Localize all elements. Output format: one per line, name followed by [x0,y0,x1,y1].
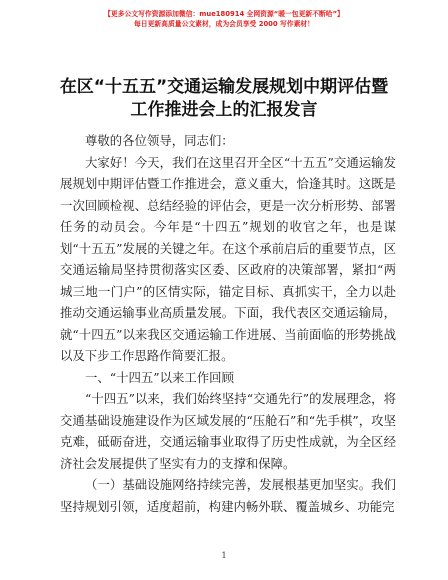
salutation: 尊敬的各位领导，同志们： [85,133,234,148]
document-title-line-1: 在区“十五五”交通运输发展规划中期评估暨 [59,77,389,97]
promo-banner-line-2: 每日更新高质量公文素材，成为会员享受 2000 写作素材！ [134,20,314,28]
review-paragraph: “十四五”以来，我们始终坚持“交通先行”的发展理念，将交通基础设施建设作为区域发展的“压舱石”和“先手棋”，攻坚克难，砥砺奋进，交通运输事业取得了历史性成就，为全区经济社会发展提供了坚实有力的支撑和保障。 [60,391,396,471]
document-title [55,76,393,122]
promo-banner [0,9,448,29]
section-heading-1: 一、“十四五”以来工作回顾 [85,369,234,385]
document-title-line-2: 工作推进会上的汇报发言 [130,100,318,120]
subsection-paragraph-1: （一）基础设施网络持续完善，发展根基更加坚实。我们坚持规划引领，适度超前，构建内畅外联、覆盖城乡、功能完 [60,477,396,514]
page-number: 1 [221,551,227,560]
opening-paragraph: 大家好！今天，我们在这里召开全区“十五五”交通运输发展规划中期评估暨工作推进会，意义重大，恰逢其时。这既是一次回顾检视、总结经验的评估会，更是一次分析形势、部署任务的动员会。今年是“十四五”规划的收官之年，也是谋划“十五五”发展的关键之年。在这个承前启后的重要节点，区交通运输局坚持贯彻落实区委、区政府的决策部署，紧扣“两城三地一门户”的区情实际，锚定目标、真抓实干，全力以赴推动交通运输事业高质量发展。下面，我代表区交通运输局，就“十四五”以来我区交通运输工作进展、当前面临的形势挑战以及下步工作思路作简要汇报。 [60,154,396,363]
promo-banner-line-1: 【更多公文写作资源添加微信：mue180914 全网资源“暖一包更新不断哈”】 [104,10,344,18]
document-body [60,130,396,517]
